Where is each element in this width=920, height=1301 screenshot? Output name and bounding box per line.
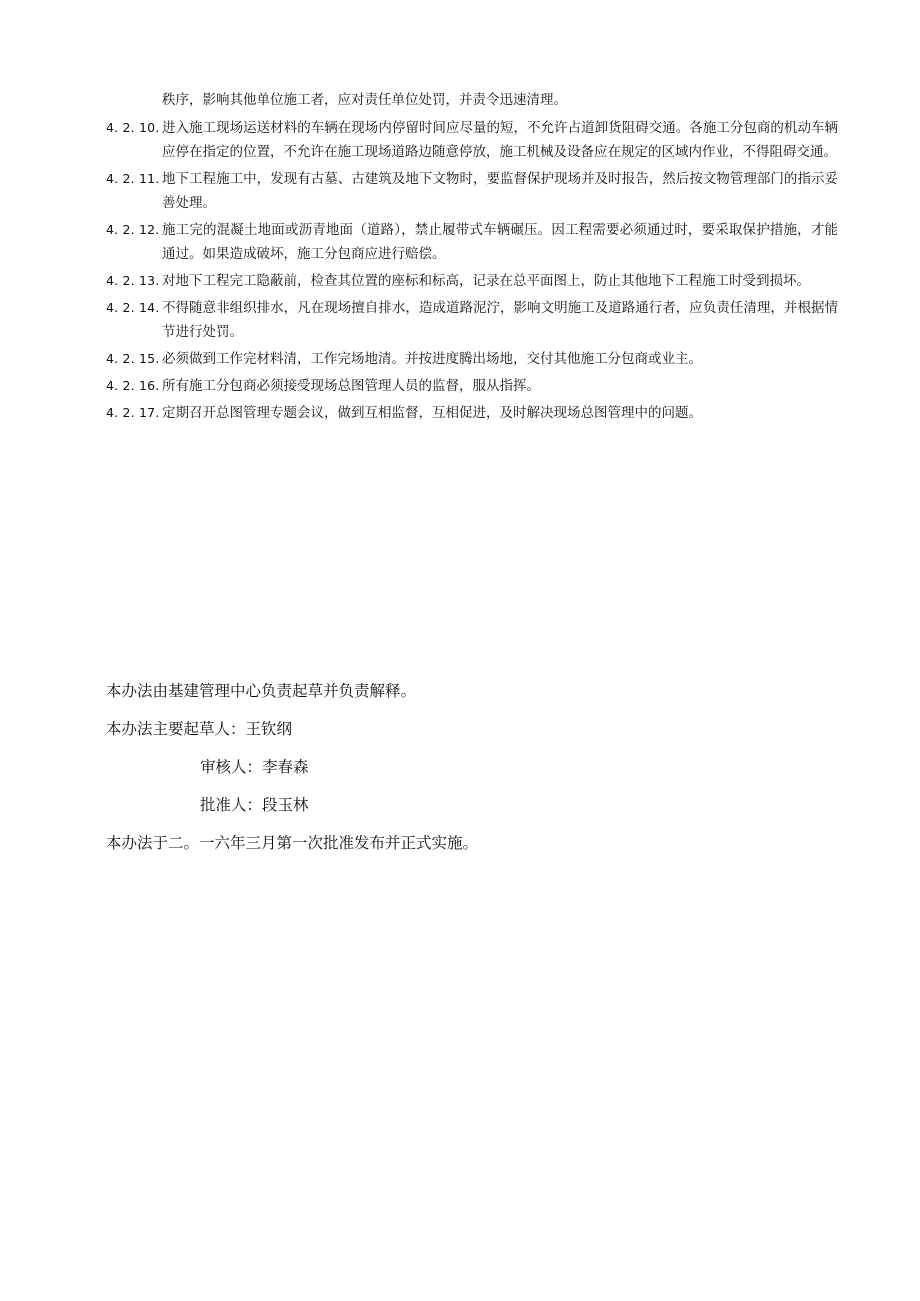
document-footer <box>106 676 838 866</box>
clause-number: 4. 2. 13. <box>106 273 160 288</box>
reviewer-line: 审核人：李春森 <box>200 758 309 776</box>
continued-paragraph: 秩序，影响其他单位施工者，应对责任单位处罚，并责令迅速清理。 <box>162 92 567 108</box>
clause-text: 地下工程施工中，发现有古墓、古建筑及地下文物时，要监督保护现场并及时报告，然后按文物管理部门的指示妥善处理。 <box>162 171 838 211</box>
approver-line: 批准人：段玉林 <box>200 796 309 814</box>
clause-item <box>106 167 838 215</box>
clause-item <box>106 116 838 164</box>
clause-number: 4. 2. 16. <box>106 378 160 393</box>
clause-text: 进入施工现场运送材料的车辆在现场内停留时间应尽量的短，不允许占道卸货阻碍交通。各施工分包商的机动车辆应停在指定的位置，不允许在施工现场道路边随意停放，施工机械及设备应在规定的区域内作业，不得阻碍交通。 <box>162 120 838 160</box>
clause-list <box>106 88 838 428</box>
clause-number: 4. 2. 15. <box>106 351 160 366</box>
responsibility-statement: 本办法由基建管理中心负责起草并负责解释。 <box>106 682 417 700</box>
clause-number: 4. 2. 12. <box>106 222 160 237</box>
clause-item <box>106 374 838 398</box>
clause-item <box>106 218 838 266</box>
drafter-line: 本办法主要起草人：王钦纲 <box>106 720 293 738</box>
clause-number: 4. 2. 10. <box>106 120 160 135</box>
clause-text: 不得随意非组织排水，凡在现场擅自排水，造成道路泥泞，影响文明施工及道路通行者，应负责任清理，并根据情节进行处罚。 <box>162 300 838 340</box>
clause-number: 4. 2. 17. <box>106 405 160 420</box>
clause-text: 定期召开总图管理专题会议，做到互相监督，互相促进，及时解决现场总图管理中的问题。 <box>162 405 702 421</box>
clause-item <box>106 347 838 371</box>
clause-item <box>106 401 838 425</box>
effective-date-statement: 本办法于二。一六年三月第一次批准发布并正式实施。 <box>106 834 479 852</box>
clause-item <box>106 269 838 293</box>
clause-number: 4. 2. 11. <box>106 171 160 186</box>
clause-text: 施工完的混凝土地面或沥青地面（道路），禁止履带式车辆碾压。因工程需要必须通过时，要采取保护措施，才能通过。如果造成破坏，施工分包商应进行赔偿。 <box>162 222 838 262</box>
clause-number: 4. 2. 14. <box>106 300 160 315</box>
clause-text: 对地下工程完工隐蔽前，检查其位置的座标和标高，记录在总平面图上，防止其他地下工程施工时受到损坏。 <box>162 273 810 289</box>
clause-text: 必须做到工作完材料清，工作完场地清。并按进度腾出场地，交付其他施工分包商或业主。 <box>162 351 702 367</box>
clause-item <box>106 296 838 344</box>
clause-text: 所有施工分包商必须接受现场总图管理人员的监督，服从指挥。 <box>162 378 540 394</box>
